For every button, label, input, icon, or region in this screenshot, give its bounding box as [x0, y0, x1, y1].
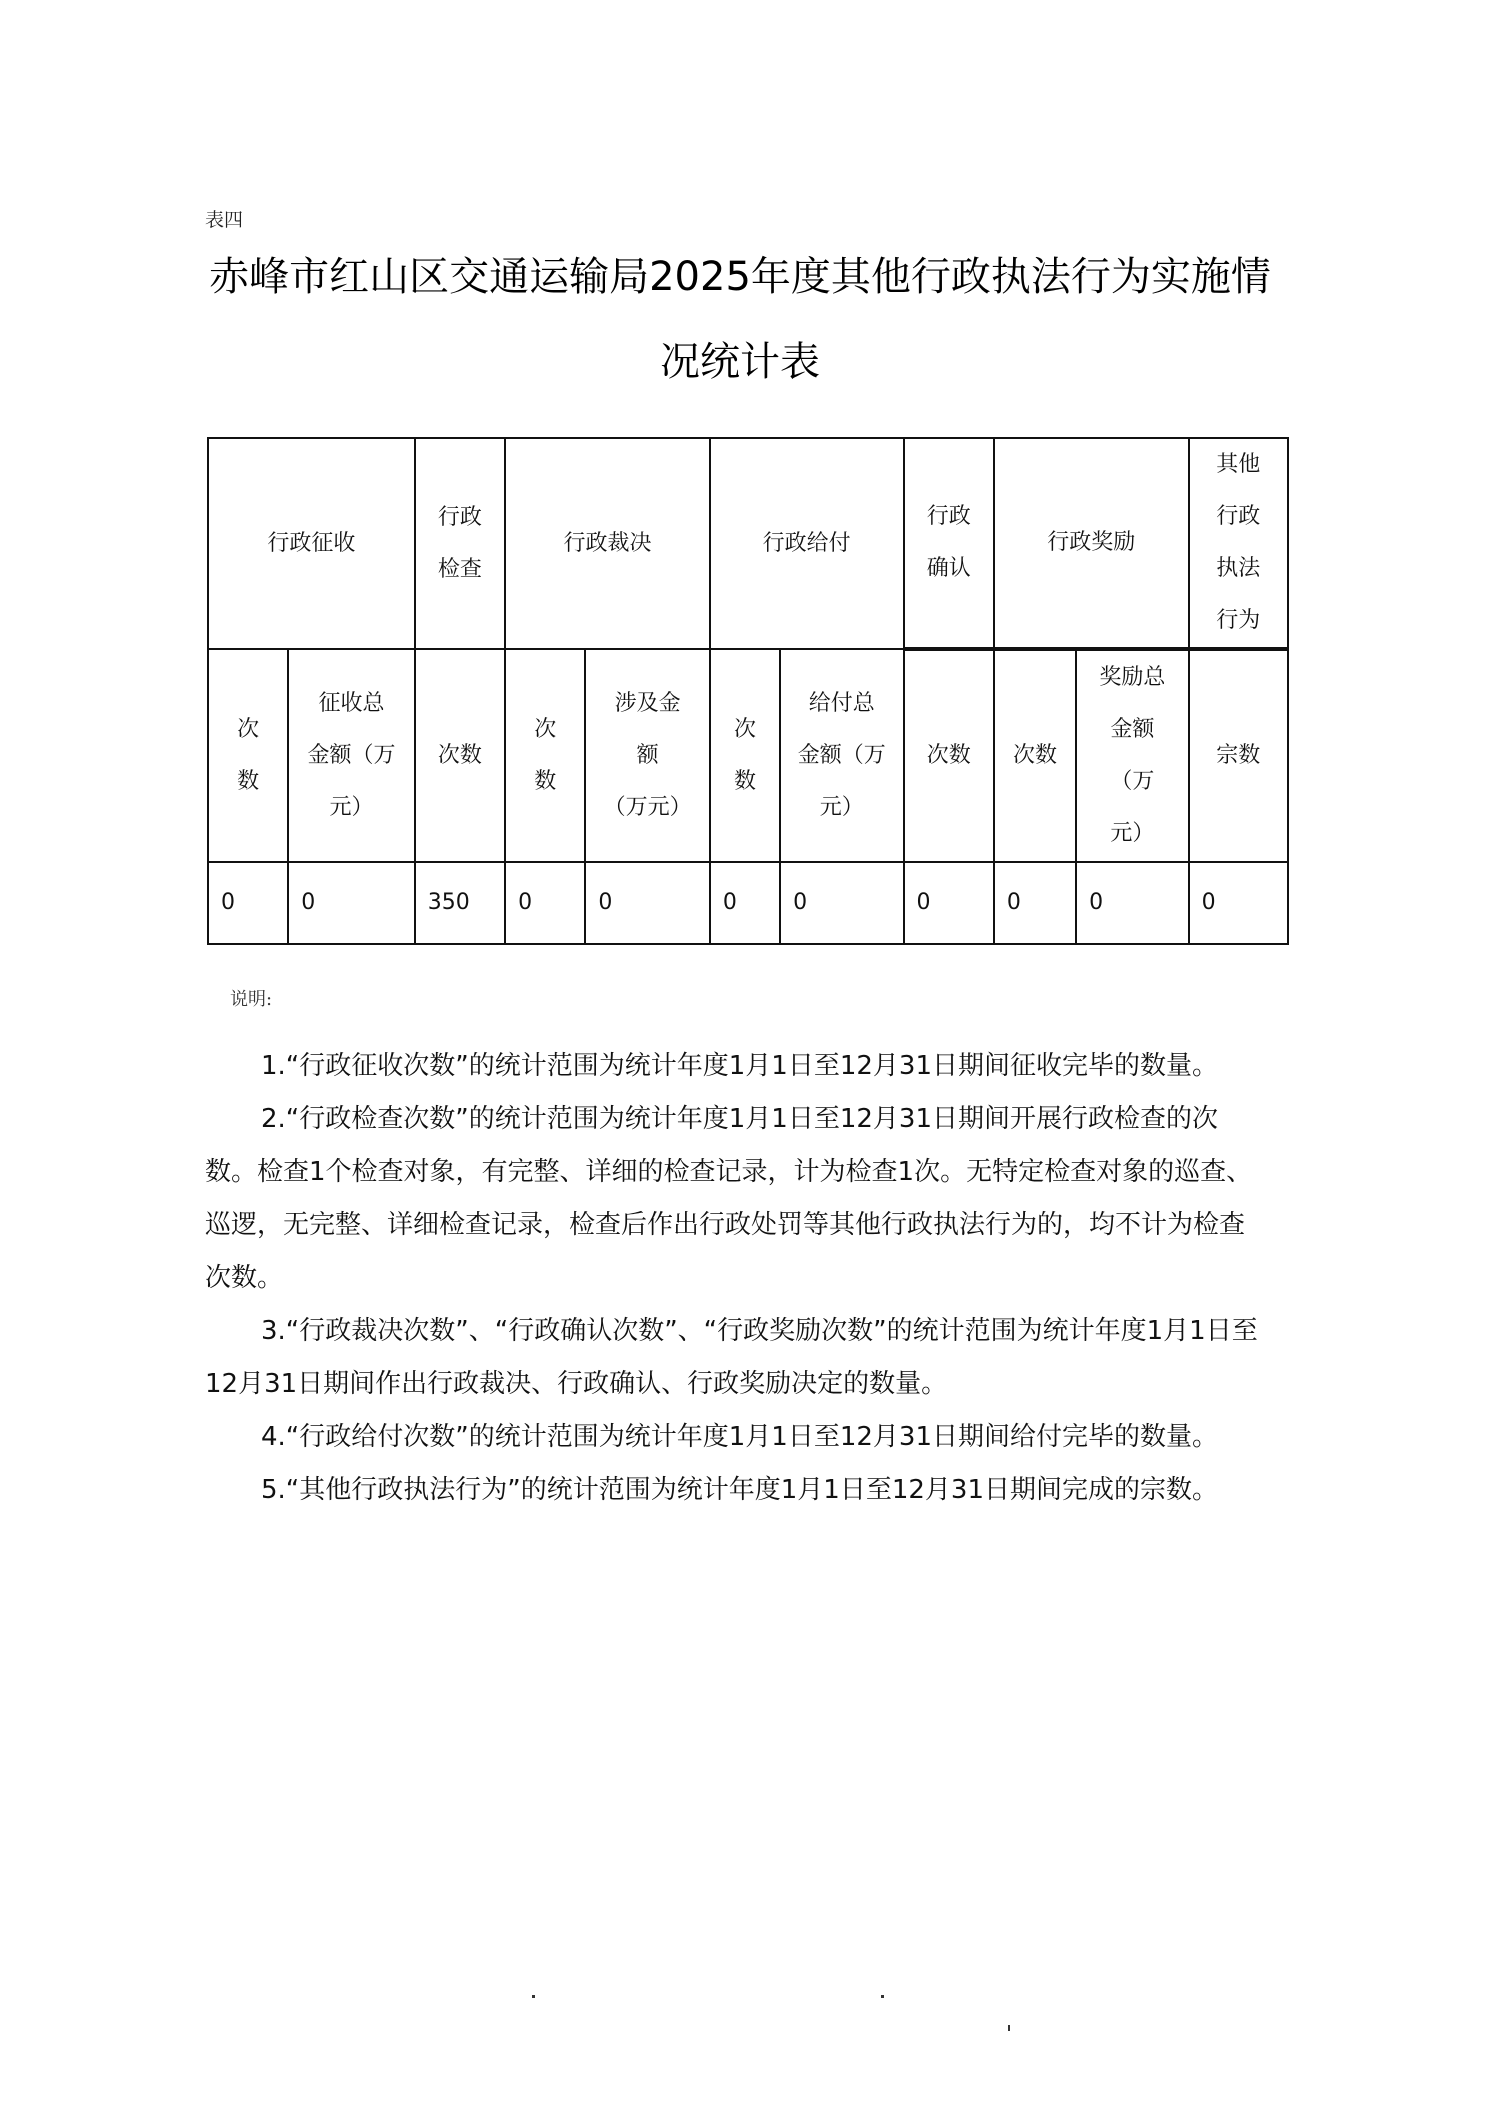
note-item: 2.“行政检查次数”的统计范围为统计年度1月1日至12月31日期间开展行政检查的次数。检查1个检查对象，有完整、详细的检查记录，计为检查1次。无特定检查对象的巡查、巡逻，无完整、详细检查记录，检查后作出行政处罚等其他行政执法行为的，均不计为检查次数。 — [205, 1104, 1253, 1293]
sub-header-cell: 奖励总 金额 （万 元） — [1076, 649, 1188, 862]
group-header-cell: 行政奖励 — [994, 438, 1189, 649]
sub-header-row — [208, 649, 1288, 862]
notes-list — [205, 1040, 1265, 1517]
scan-speck — [1008, 2025, 1010, 2031]
sub-header-cell: 征收总 金额（万 元） — [288, 649, 414, 862]
note-item: 3.“行政裁决次数”、“行政确认次数”、“行政奖励次数”的统计范围为统计年度1月1日至12月31日期间作出行政裁决、行政确认、行政奖励决定的数量。 — [205, 1316, 1258, 1399]
value-cell: 0 — [288, 862, 414, 944]
group-header-row — [208, 438, 1288, 649]
note-item: 1.“行政征收次数”的统计范围为统计年度1月1日至12月31日期间征收完毕的数量。 — [261, 1051, 1218, 1081]
value-cell: 0 — [1076, 862, 1188, 944]
value-cell: 0 — [585, 862, 709, 944]
value-cell: 0 — [208, 862, 288, 944]
value-cell: 0 — [780, 862, 903, 944]
group-header-cell: 行政征收 — [208, 438, 415, 649]
document-title-line-1: 赤峰市红山区交通运输局2025年度其他行政执法行为实施情 — [209, 254, 1271, 300]
scan-speck — [532, 1995, 535, 1998]
sub-header-cell: 宗数 — [1189, 649, 1288, 862]
value-cell: 0 — [710, 862, 780, 944]
value-cell: 0 — [904, 862, 994, 944]
sub-header-cell: 涉及金 额 （万元） — [585, 649, 709, 862]
sub-header-cell: 次 数 — [208, 649, 288, 862]
sub-header-cell: 次数 — [904, 649, 994, 862]
table-number-label: 表四 — [205, 209, 244, 231]
note-item: 5.“其他行政执法行为”的统计范围为统计年度1月1日至12月31日期间完成的宗数。 — [261, 1475, 1218, 1505]
group-header-cell: 其他 行政 执法 行为 — [1189, 438, 1288, 649]
statistics-table — [207, 437, 1289, 945]
group-header-cell: 行政 检查 — [415, 438, 505, 649]
document-title-line-2: 况统计表 — [660, 339, 820, 385]
value-cell: 350 — [415, 862, 505, 944]
sub-header-cell: 给付总 金额（万 元） — [780, 649, 903, 862]
group-header-cell: 行政 确认 — [904, 438, 994, 649]
scan-speck — [881, 1995, 884, 1998]
sub-header-cell: 次数 — [994, 649, 1076, 862]
sub-header-cell: 次数 — [415, 649, 505, 862]
data-row — [208, 862, 1288, 944]
value-cell: 0 — [505, 862, 585, 944]
note-item: 4.“行政给付次数”的统计范围为统计年度1月1日至12月31日期间给付完毕的数量。 — [261, 1422, 1218, 1452]
sub-header-cell: 次 数 — [710, 649, 780, 862]
group-header-cell: 行政给付 — [710, 438, 904, 649]
group-header-cell: 行政裁决 — [505, 438, 710, 649]
sub-header-cell: 次 数 — [505, 649, 585, 862]
notes-heading: 说明: — [230, 989, 273, 1010]
value-cell: 0 — [994, 862, 1076, 944]
value-cell: 0 — [1189, 862, 1288, 944]
